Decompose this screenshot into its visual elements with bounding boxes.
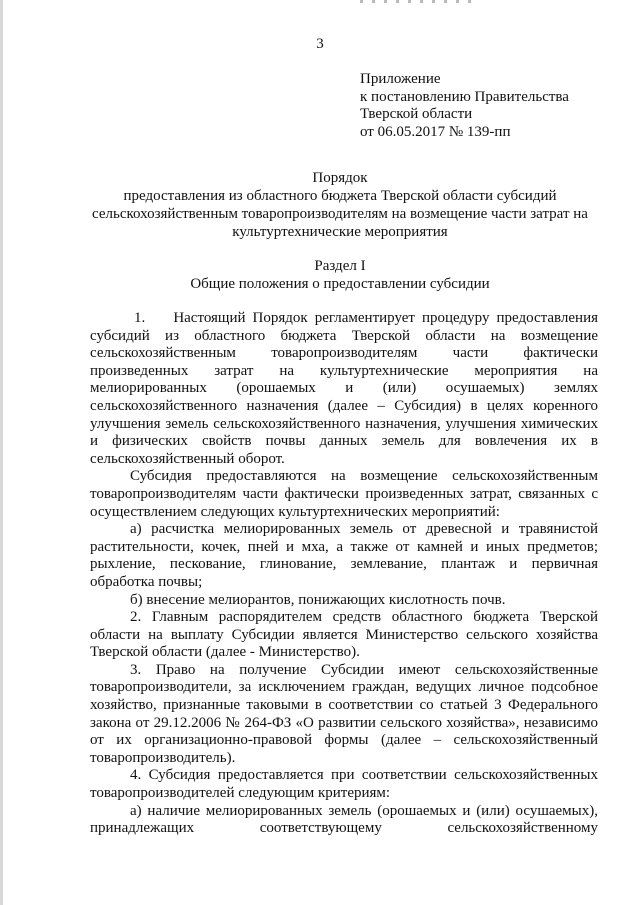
paragraph: а) расчистка мелиорированных земель от древесной и травянистой растительности, кочек, пней и мха, а также от камней и иных предметов; рыхление, пескование, глинование, землевание, плантаж и первичная обработка почвы;	[90, 521, 598, 590]
paragraph: Субсидия предоставляются на возмещение сельскохозяйственным товаропроизводителям части фактически произведенных затрат, связанных с осуществлением следующих культуртехнических мероприятий:	[90, 468, 598, 520]
paragraph: 2. Главным распорядителем средств областного бюджета Тверской области на выплату Субсидии является Министерство сельского хозяйства Тверской области (далее - Министерство).	[90, 609, 598, 661]
scan-edge	[0, 0, 3, 905]
paragraph: 3. Право на получение Субсидии имеют сельскохозяйственные товаропроизводители, за исключением граждан, ведущих личное подсобное хозяйство, признанные таковыми в соответствии со статьей 3 Федерального закона от 29.12.2006 № 264-ФЗ «О развитии сельского хозяйства», независимо от их организационно-правовой формы (далее – сельскохозяйственный товаропроизводитель).	[90, 661, 598, 766]
section-number: Раздел I	[314, 258, 366, 274]
appendix-line: Приложение	[360, 71, 441, 87]
document-title: Порядок	[312, 170, 368, 186]
paragraph: а) наличие мелиорированных земель (орошаемых и (или) осушаемых), принадлежащих соответствующему сельскохозяйственному	[90, 802, 598, 837]
body-text	[90, 310, 602, 838]
section-title: Общие положения о предоставлении субсидии	[190, 276, 490, 292]
appendix-line: от 06.05.2017 № 139-пп	[360, 123, 511, 140]
paragraph: 4. Субсидия предоставляется при соответствии сельскохозяйственных товаропроизводителей следующим критериям:	[90, 767, 598, 802]
scan-artifact	[360, 0, 480, 3]
paragraph: 1. Настоящий Порядок регламентирует процедуру предоставления субсидий из областного бюджета Тверской области на возмещение сельскохозяйственным товаропроизводителям части фактически произведенных затрат на культуртехнические мероприятия на мелиорированных (орошаемых и (или) осушаемых) землях сельскохозяйственного назначения (далее – Субсидия) в целях коренного улучшения земель сельскохозяйственного назначения, улучшения химических и физических свойств почвы данных земель для вовлечения их в сельскохозяйственный оборот.	[90, 310, 602, 467]
title-line: культуртехнические мероприятия	[232, 224, 448, 240]
appendix-line: к постановлению Правительства	[360, 88, 569, 105]
title-line: предоставления из областного бюджета Тверской области субсидий	[123, 188, 557, 204]
appendix-line: Тверской области	[360, 106, 473, 123]
page-number: 3	[316, 36, 324, 52]
paragraph: б) внесение мелиорантов, понижающих кислотность почв.	[130, 591, 506, 608]
appendix-block	[360, 71, 620, 141]
title-line: сельскохозяйственным товаропроизводителям на возмещение части затрат на	[92, 206, 588, 222]
